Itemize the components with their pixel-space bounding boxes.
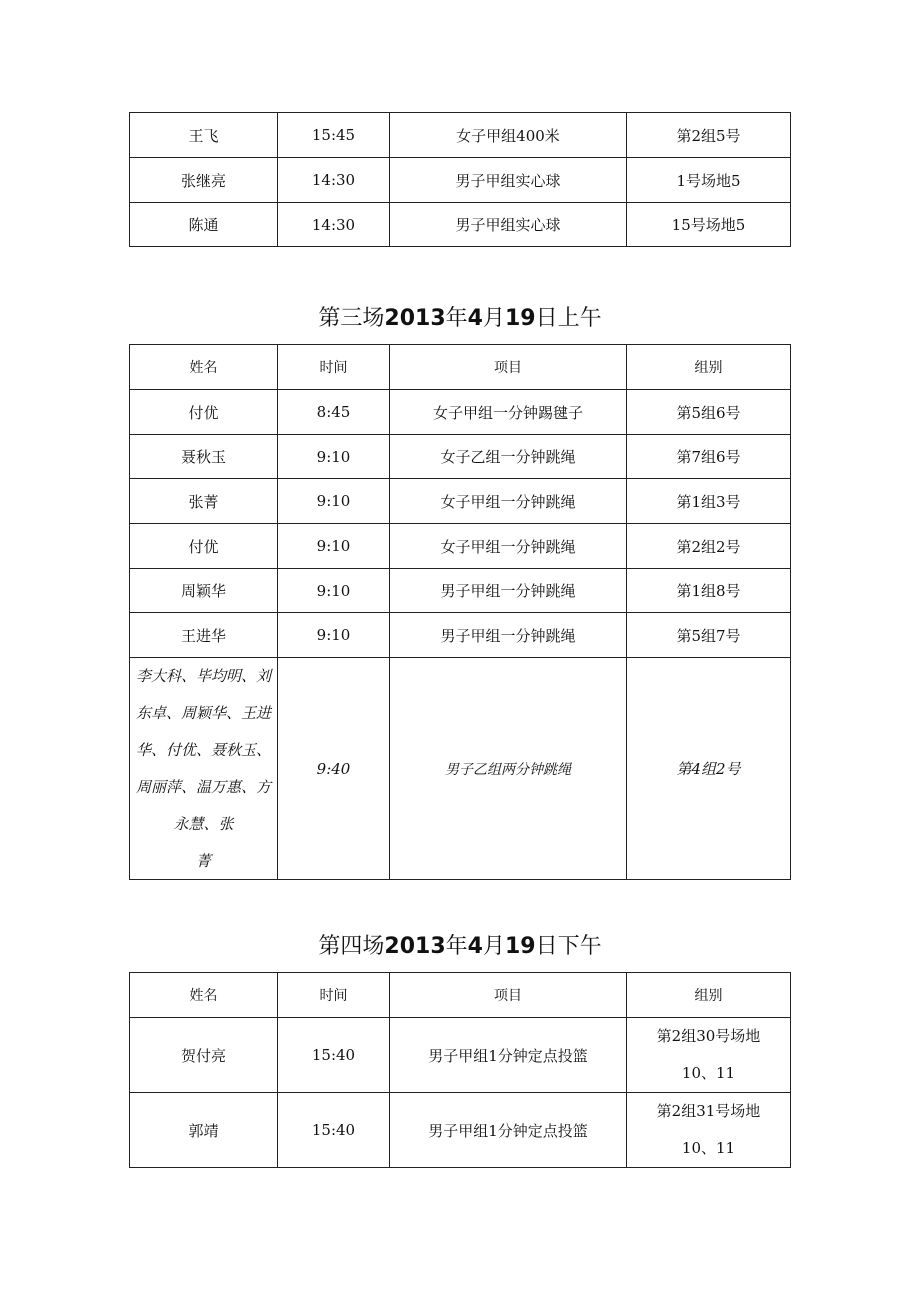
event-cell: 男子甲组实心球 bbox=[390, 158, 627, 203]
table-row bbox=[130, 1093, 791, 1168]
header-name: 姓名 bbox=[130, 973, 278, 1018]
group-cell: 第5组7号 bbox=[627, 613, 791, 658]
group-cell: 第1组8号 bbox=[627, 569, 791, 613]
time-cell: 9:10 bbox=[278, 524, 390, 569]
title-year-char: 年 bbox=[445, 306, 468, 331]
title-prefix: 第四场 bbox=[318, 934, 385, 959]
team-names-cell bbox=[130, 658, 278, 880]
group-cell: 1号场地5 bbox=[627, 158, 791, 203]
event-cell: 女子甲组一分钟踢毽子 bbox=[390, 390, 627, 435]
header-time: 时间 bbox=[278, 973, 390, 1018]
time-cell: 15:40 bbox=[278, 1093, 390, 1168]
table-header-row bbox=[130, 973, 791, 1018]
time-cell: 14:30 bbox=[278, 158, 390, 203]
event-cell: 男子甲组一分钟跳绳 bbox=[390, 569, 627, 613]
team-names-line: 周丽萍、温万惠、方 bbox=[135, 778, 271, 796]
name-cell: 周颖华 bbox=[130, 569, 278, 613]
header-time: 时间 bbox=[278, 345, 390, 390]
group-line-1: 第2组31号场地 bbox=[656, 1102, 761, 1120]
time-cell: 8:45 bbox=[278, 390, 390, 435]
header-group: 组别 bbox=[627, 345, 791, 390]
header-event: 项目 bbox=[390, 345, 627, 390]
event-cell: 女子甲组一分钟跳绳 bbox=[390, 479, 627, 524]
group-line-1: 第2组30号场地 bbox=[656, 1027, 761, 1045]
event-cell: 女子乙组一分钟跳绳 bbox=[390, 435, 627, 479]
group-cell bbox=[627, 1093, 791, 1168]
team-event-cell: 男子乙组两分钟跳绳 bbox=[390, 658, 627, 880]
team-table-row bbox=[130, 658, 791, 880]
name-cell: 王进华 bbox=[130, 613, 278, 658]
session-3-title bbox=[0, 305, 920, 333]
name-cell: 付优 bbox=[130, 390, 278, 435]
title-prefix: 第三场 bbox=[318, 306, 385, 331]
team-names-line: 东卓、周颖华、王进 bbox=[135, 704, 271, 722]
team-group-cell: 第4组2号 bbox=[627, 658, 791, 880]
name-cell: 张继亮 bbox=[130, 158, 278, 203]
time-cell: 9:10 bbox=[278, 435, 390, 479]
event-cell: 男子甲组实心球 bbox=[390, 203, 627, 247]
group-line-2: 10、11 bbox=[681, 1139, 736, 1157]
title-month: 4 bbox=[467, 306, 483, 331]
time-cell: 9:10 bbox=[278, 479, 390, 524]
table-row bbox=[130, 613, 791, 658]
table-row bbox=[130, 479, 791, 524]
title-month-char: 月 bbox=[482, 306, 505, 331]
time-cell: 9:10 bbox=[278, 569, 390, 613]
session-4-table bbox=[129, 972, 791, 1168]
header-name: 姓名 bbox=[130, 345, 278, 390]
time-cell: 14:30 bbox=[278, 203, 390, 247]
group-cell bbox=[627, 1018, 791, 1093]
title-year-char: 年 bbox=[445, 934, 468, 959]
name-cell: 陈通 bbox=[130, 203, 278, 247]
event-cell: 男子甲组1分钟定点投篮 bbox=[390, 1093, 627, 1168]
title-suffix: 日下午 bbox=[535, 934, 602, 959]
title-suffix: 日上午 bbox=[535, 306, 602, 331]
schedule-table-continued bbox=[129, 112, 791, 247]
team-names-line: 永慧、张 bbox=[173, 815, 234, 833]
group-cell: 第2组2号 bbox=[627, 524, 791, 569]
title-day: 19 bbox=[504, 306, 536, 331]
time-cell: 9:10 bbox=[278, 613, 390, 658]
event-cell: 女子甲组400米 bbox=[390, 113, 627, 158]
title-day: 19 bbox=[504, 934, 536, 959]
group-cell: 第1组3号 bbox=[627, 479, 791, 524]
group-cell: 第2组5号 bbox=[627, 113, 791, 158]
team-names-line: 华、付优、聂秋玉、 bbox=[135, 741, 271, 759]
table-row bbox=[130, 524, 791, 569]
session-4-title bbox=[0, 933, 920, 961]
session-3-table bbox=[129, 344, 791, 880]
name-cell: 王飞 bbox=[130, 113, 278, 158]
time-cell: 15:40 bbox=[278, 1018, 390, 1093]
group-cell: 第7组6号 bbox=[627, 435, 791, 479]
table-row bbox=[130, 158, 791, 203]
table-row bbox=[130, 1018, 791, 1093]
team-names-last-line: 菁 bbox=[195, 852, 211, 870]
time-cell: 15:45 bbox=[278, 113, 390, 158]
table-row bbox=[130, 435, 791, 479]
table-row bbox=[130, 569, 791, 613]
event-cell: 男子甲组1分钟定点投篮 bbox=[390, 1018, 627, 1093]
table-row bbox=[130, 390, 791, 435]
header-group: 组别 bbox=[627, 973, 791, 1018]
table-row bbox=[130, 203, 791, 247]
group-cell: 第5组6号 bbox=[627, 390, 791, 435]
name-cell: 贺付亮 bbox=[130, 1018, 278, 1093]
title-year: 2013 bbox=[384, 306, 446, 331]
group-cell: 15号场地5 bbox=[627, 203, 791, 247]
team-time-cell: 9:40 bbox=[278, 658, 390, 880]
event-cell: 男子甲组一分钟跳绳 bbox=[390, 613, 627, 658]
title-month: 4 bbox=[467, 934, 483, 959]
table-header-row bbox=[130, 345, 791, 390]
title-month-char: 月 bbox=[482, 934, 505, 959]
team-names-line: 李大科、毕均明、刘 bbox=[135, 667, 271, 685]
event-cell: 女子甲组一分钟跳绳 bbox=[390, 524, 627, 569]
name-cell: 付优 bbox=[130, 524, 278, 569]
name-cell: 张菁 bbox=[130, 479, 278, 524]
group-line-2: 10、11 bbox=[681, 1064, 736, 1082]
title-year: 2013 bbox=[384, 934, 446, 959]
name-cell: 聂秋玉 bbox=[130, 435, 278, 479]
header-event: 项目 bbox=[390, 973, 627, 1018]
table-row bbox=[130, 113, 791, 158]
name-cell: 郭靖 bbox=[130, 1093, 278, 1168]
